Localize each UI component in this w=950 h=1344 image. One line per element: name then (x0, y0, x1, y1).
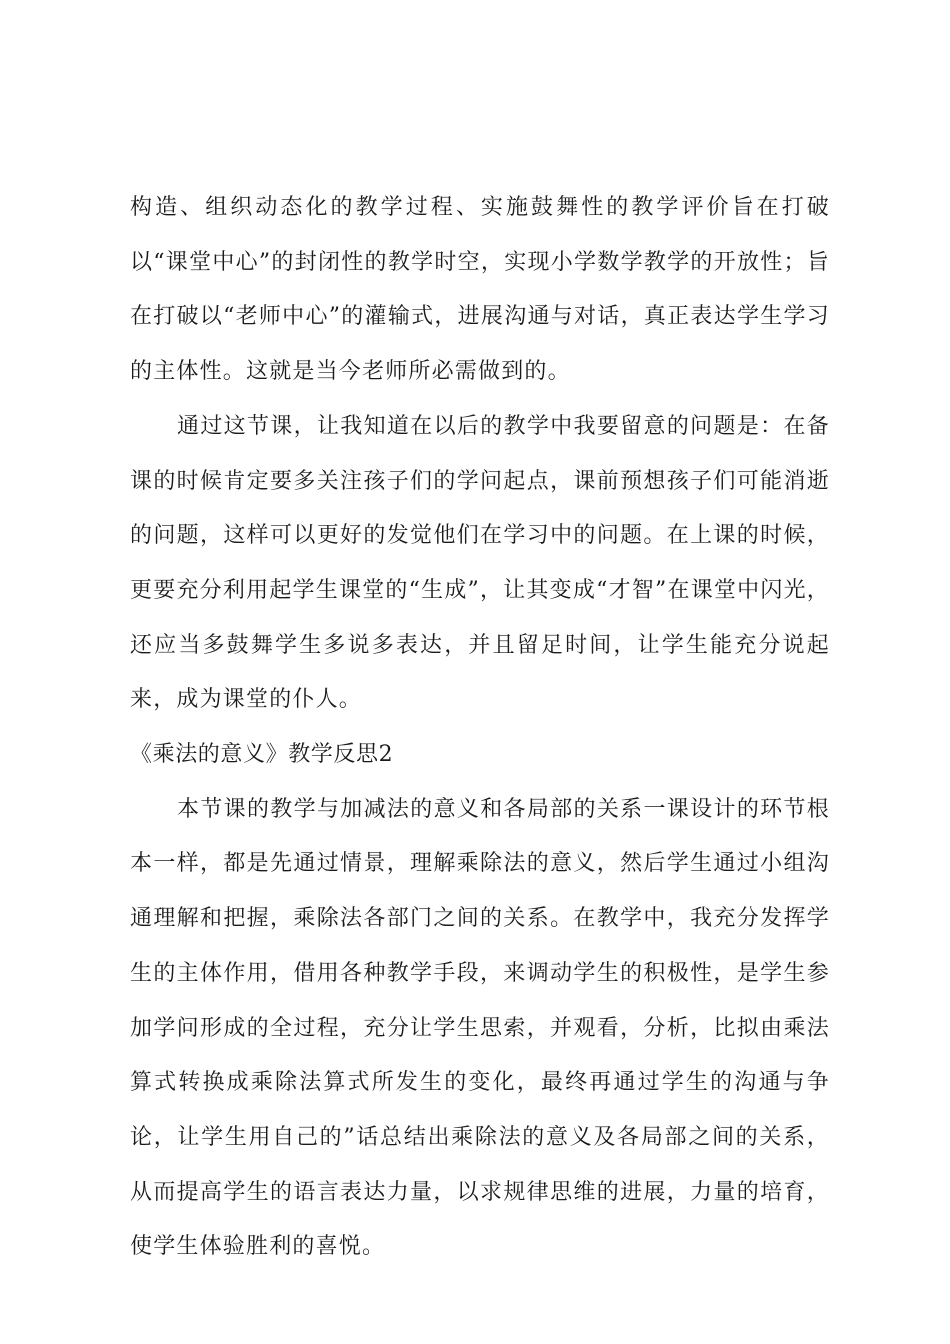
paragraph-lesson-summary: 本节课的教学与加减法的意义和各局部的关系一课设计的环节根本一样，都是先通过情景，理解乘除法的意义，然后学生通过小组沟通理解和把握，乘除法各部门之间的关系。在教学中，我充分发挥学生的主体作用，借用各种教学手段，来调动学生的积极性，是学生参加学问形成的全过程，充分让学生思索，并观看，分析，比拟由乘法算式转换成乘除法算式所发生的变化，最终再通过学生的沟通与争论，让学生用自己的”话总结出乘除法的意义及各局部之间的关系，从而提高学生的语言表达力量，以求规律思维的进展，力量的培育，使学生体验胜利的喜悦。 (130, 796, 830, 1260)
paragraph-reflection: 通过这节课，让我知道在以后的教学中我要留意的问题是：在备课的时候肯定要多关注孩子们的学问起点，课前预想孩子们可能消逝的问题，这样可以更好的发觉他们在学习中的问题。在上课的时候，更要充分利用起学生课堂的“生成”，让其变成“才智”在课堂中闪光，还应当多鼓舞学生多说多表达，并且留足时间，让学生能充分说起来，成为课堂的仆人。 (130, 413, 830, 713)
paragraph-continuation: 构造、组织动态化的教学过程、实施鼓舞性的教学评价旨在打破以“课堂中心”的封闭性的教学时空，实现小学数学教学的开放性；旨在打破以“老师中心”的灌输式，进展沟通与对话，真正表达学生学习的主体性。这就是当今老师所必需做到的。 (130, 195, 830, 385)
document-body (130, 181, 830, 1275)
section-heading: 《乘法的意义》教学反思2 (130, 742, 394, 768)
